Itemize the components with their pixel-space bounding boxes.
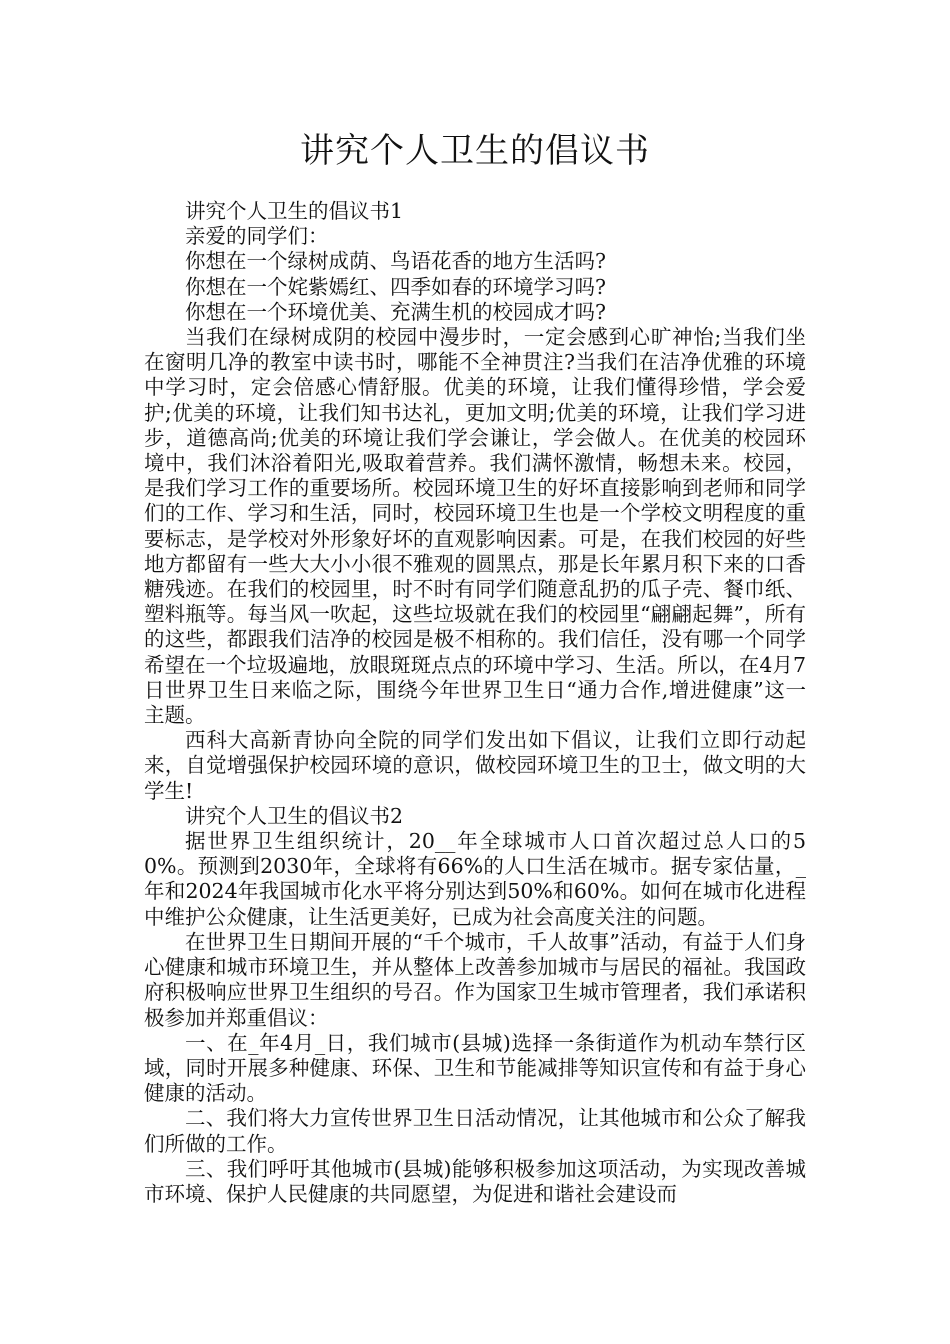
section-heading-2: 讲究个人卫生的倡议书2 <box>185 803 404 828</box>
question-line: 你想在一个环境优美、充满生机的校园成才吗? <box>185 299 606 324</box>
body-paragraph: 当我们在绿树成阴的校园中漫步时，一定会感到心旷神怡;当我们坐在窗明几净的教室中读书时，哪能不全神贯注?当我们在洁净优雅的环境中学习时，定会倍感心情舒服。优美的环境，让我们懂得珍惜，学会爱护;优美的环境，让我们知书达礼，更加文明;优美的环境，让我们学习进步，道德高尚;优美的环境让我们学会谦让，学会做人。在优美的校园环境中，我们沐浴着阳光,吸取着营养。我们满怀激情，畅想未来。校园，是我们学习工作的重要场所。校园环境卫生的好坏直接影响到老师和同学们的工作、学习和生活，同时，校园环境卫生也是一个学校文明程度的重要标志，是学校对外形象好坏的直观影响因素。可是，在我们校园的好些地方都留有一些大大小小很不雅观的圆黑点，那是长年累月积下来的口香糖残迹。在我们的校园里，时不时有同学们随意乱扔的瓜子壳、餐巾纸、塑料瓶等。每当风一吹起，这些垃圾就在我们的校园里“翩翩起舞”，所有的这些，都跟我们洁净的校园是极不相称的。我们信任，没有哪一个同学希望在一个垃圾遍地，放眼斑斑点点的环境中学习、生活。所以，在4月7日世界卫生日来临之际，围绕今年世界卫生日“通力合作,增进健康”这一主题。 <box>144 325 806 728</box>
document-title: 讲究个人卫生的倡议书 <box>300 131 650 171</box>
body-paragraph: 据世界卫生组织统计，20__年全球城市人口首次超过总人口的50%。预测到2030年，全球将有66%的人口生活在城市。据专家估量，_年和2024年我国城市化水平将分别达到50%和60%。如何在城市化进程中维护公众健康，让生活更美好，已成为社会高度关注的问题。 <box>144 829 806 929</box>
body-paragraph: 二、我们将大力宣传世界卫生日活动情况，让其他城市和公众了解我们所做的工作。 <box>144 1106 806 1156</box>
section-heading-1: 讲究个人卫生的倡议书1 <box>185 199 404 223</box>
document-page <box>144 0 806 1344</box>
question-line: 你想在一个绿树成荫、鸟语花香的地方生活吗? <box>185 249 606 274</box>
salutation: 亲爱的同学们： <box>185 224 329 249</box>
document-body <box>144 199 806 1207</box>
body-paragraph: 一、在_年4月_日，我们城市(县城)选择一条街道作为机动车禁行区域，同时开展多种健康、环保、卫生和节能减排等知识宣传和有益于身心健康的活动。 <box>144 1030 806 1106</box>
question-line: 你想在一个姹紫嫣红、四季如春的环境学习吗? <box>185 274 606 299</box>
body-paragraph: 三、我们呼吁其他城市(县城)能够积极参加这项活动，为实现改善城市环境、保护人民健康的共同愿望，为促进和谐社会建设而 <box>144 1156 806 1206</box>
body-paragraph: 西科大高新青协向全院的同学们发出如下倡议，让我们立即行动起来，自觉增强保护校园环境的意识，做校园环境卫生的卫士，做文明的大学生! <box>144 728 806 803</box>
body-paragraph: 在世界卫生日期间开展的“千个城市，千人故事”活动，有益于人们身心健康和城市环境卫生，并从整体上改善参加城市与居民的福祉。我国政府积极响应世界卫生组织的号召。作为国家卫生城市管理者，我们承诺积极参加并郑重倡议： <box>144 929 806 1030</box>
